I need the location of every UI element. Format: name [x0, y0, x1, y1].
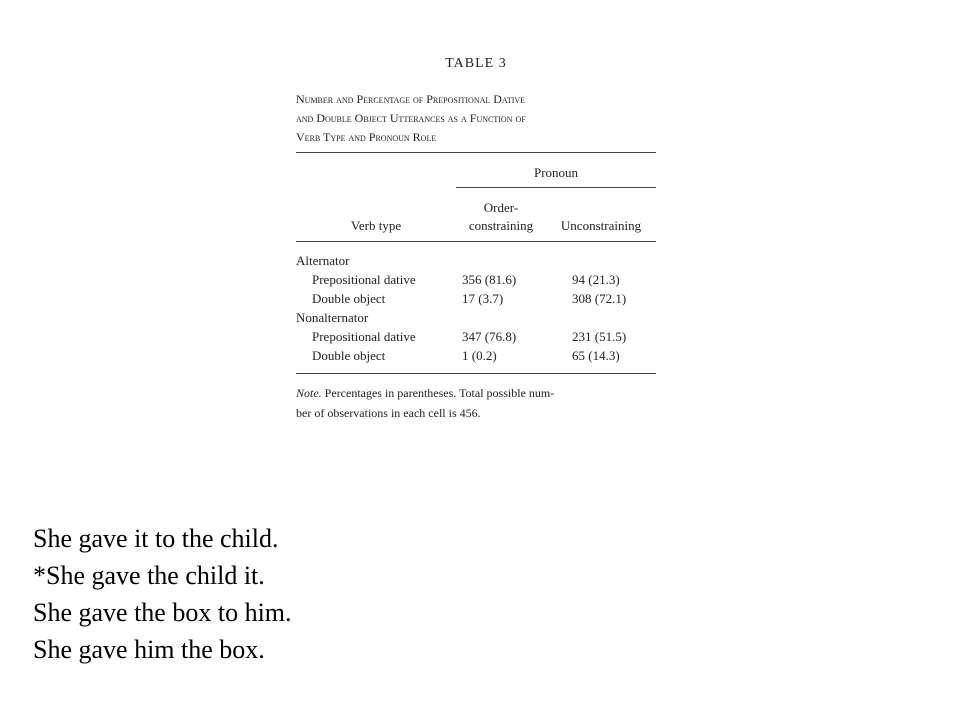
table-note-line — [296, 383, 656, 403]
unconstraining-value: 65 (14.3) — [546, 346, 656, 374]
example-sentences — [33, 520, 292, 668]
unconstraining-header: Unconstraining — [546, 188, 656, 242]
order-constraining-header — [456, 188, 546, 242]
table-row — [296, 346, 656, 374]
table-row — [296, 270, 656, 289]
order-constraining-header-line2: constraining — [468, 218, 534, 233]
data-table — [296, 153, 656, 374]
table-row — [296, 289, 656, 308]
row-label: Double object — [312, 291, 386, 306]
table-note-line: ber of observations in each cell is 456. — [296, 406, 481, 420]
header-row-columns — [296, 188, 656, 242]
order-constraining-value: 1 (0.2) — [456, 346, 546, 374]
unconstraining-value: 231 (51.5) — [572, 329, 627, 344]
table-caption-line: Number and Percentage of Prepositional Dative — [296, 92, 526, 106]
row-label: Prepositional dative — [312, 272, 416, 287]
table-caption-line: and Double Object Utterances as a Function of — [296, 111, 526, 125]
header-row-spanner — [296, 153, 656, 188]
example-sentence: She gave him the box. — [33, 635, 265, 664]
order-constraining-value: 347 (76.8) — [462, 329, 517, 344]
note-text: Percentages in parentheses. Total possible num- — [324, 386, 555, 400]
verb-type-header: Verb type — [296, 188, 456, 242]
unconstraining-value: 308 (72.1) — [572, 291, 627, 306]
row-label: Prepositional dative — [312, 329, 416, 344]
note-label: Note. — [296, 386, 322, 400]
table-row — [296, 327, 656, 346]
table-caption — [296, 90, 656, 147]
group-row-nonalternator — [296, 308, 656, 327]
pronoun-spanner-header: Pronoun — [456, 153, 656, 188]
table-note — [296, 383, 656, 423]
table-label: TABLE 3 — [445, 56, 507, 71]
group-row-alternator — [296, 242, 656, 271]
table-caption-line: Verb Type and Pronoun Role — [296, 130, 437, 144]
order-constraining-value: 17 (3.7) — [462, 291, 504, 306]
example-sentence: She gave the box to him. — [33, 598, 292, 627]
order-constraining-header-line1: Order- — [483, 200, 519, 215]
row-label: Double object — [296, 346, 456, 374]
example-sentence: She gave it to the child. — [33, 524, 279, 553]
example-sentence: *She gave the child it. — [33, 561, 265, 590]
unconstraining-value: 94 (21.3) — [572, 272, 620, 287]
group-label: Nonalternator — [296, 310, 369, 325]
table-figure — [296, 56, 656, 423]
empty-header-cell — [296, 153, 456, 188]
order-constraining-value: 356 (81.6) — [462, 272, 517, 287]
group-label: Alternator — [296, 253, 350, 268]
